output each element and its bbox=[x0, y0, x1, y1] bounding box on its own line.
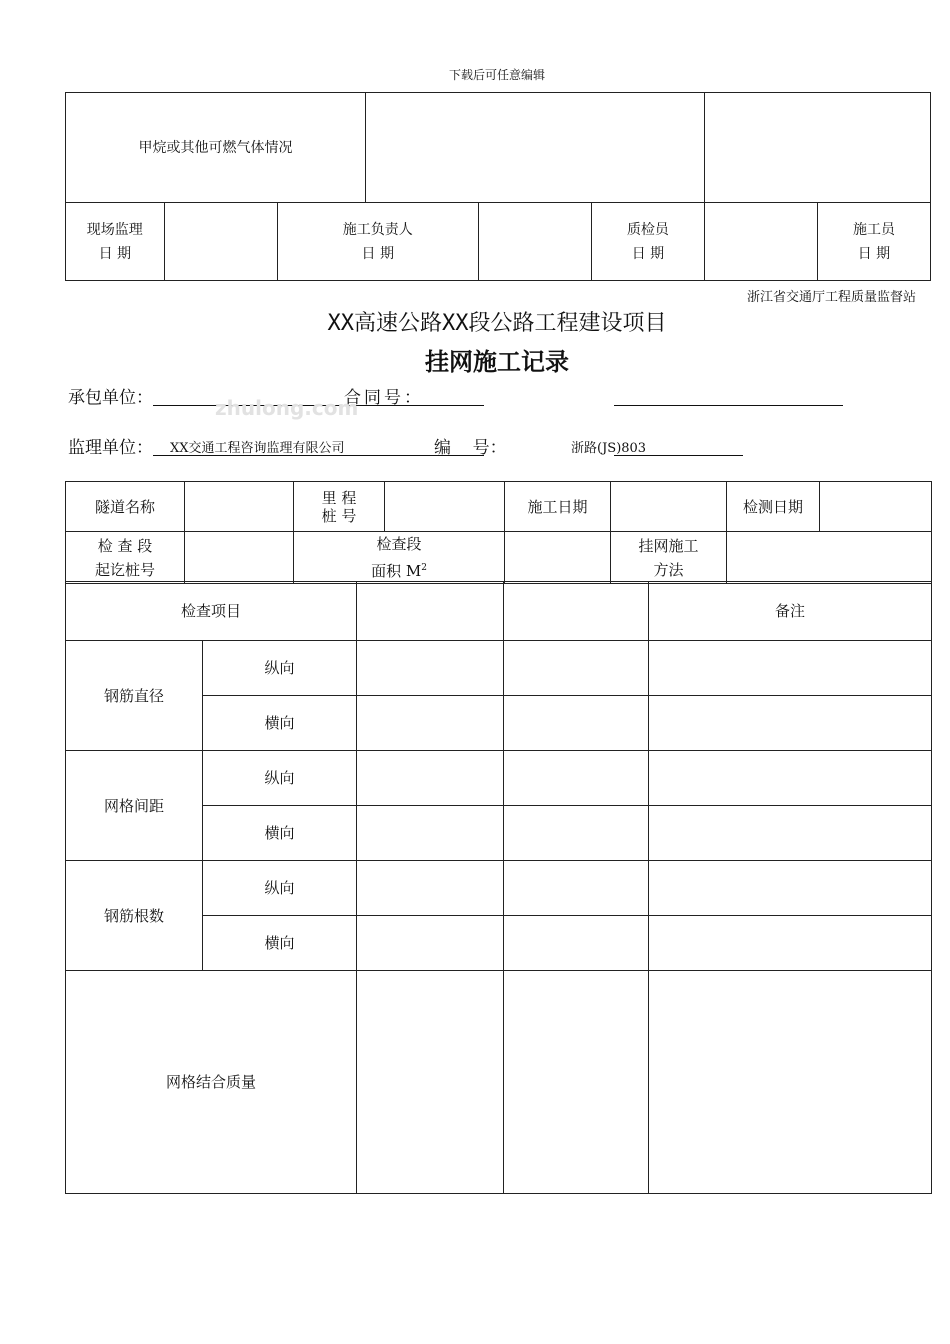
signer-supervisor: 现场监理 日 期 bbox=[66, 203, 165, 281]
cell bbox=[357, 971, 504, 1194]
cell bbox=[357, 916, 504, 971]
cell bbox=[649, 696, 932, 751]
transverse-label: 横向 bbox=[203, 916, 357, 971]
cell bbox=[649, 751, 932, 806]
check-col-2 bbox=[504, 582, 649, 641]
tunnel-name-value bbox=[185, 482, 294, 532]
gas-condition-extra bbox=[704, 93, 930, 203]
signer-supervisor-value bbox=[164, 203, 277, 281]
cell bbox=[504, 916, 649, 971]
cell bbox=[649, 971, 932, 1194]
contract-no-line bbox=[344, 405, 484, 406]
section-area-value bbox=[505, 532, 611, 584]
serial-label: 编 号： bbox=[434, 438, 507, 458]
extra-line bbox=[614, 405, 843, 406]
cell bbox=[504, 696, 649, 751]
header-note: 下载后可任意编辑 bbox=[448, 68, 545, 82]
cell bbox=[504, 641, 649, 696]
serial-value: 浙路(JS)803 bbox=[571, 441, 647, 456]
method-label: 挂网施工 方法 bbox=[611, 532, 727, 584]
contract-no-label: 合同号： bbox=[344, 388, 424, 408]
inspection-date-value bbox=[820, 482, 932, 532]
title-line1: XX高速公路XX段公路工程建设项目 bbox=[327, 311, 667, 336]
section-range-label: 检 查 段 起讫桩号 bbox=[66, 532, 185, 584]
check-col-1 bbox=[357, 582, 504, 641]
signature-table bbox=[65, 92, 931, 281]
gas-condition-value bbox=[365, 93, 704, 203]
longitudinal-label: 纵向 bbox=[203, 641, 357, 696]
cell bbox=[357, 751, 504, 806]
inspection-date-label: 检测日期 bbox=[727, 482, 820, 532]
check-item-header: 检查项目 bbox=[66, 582, 357, 641]
cell bbox=[357, 806, 504, 861]
contractor-label: 承包单位： bbox=[68, 388, 153, 408]
longitudinal-label: 纵向 bbox=[203, 751, 357, 806]
cell bbox=[649, 916, 932, 971]
cell bbox=[649, 641, 932, 696]
construction-date-value bbox=[611, 482, 727, 532]
signer-manager: 施工负责人 日 期 bbox=[277, 203, 478, 281]
rebar-diameter-label: 钢筋直径 bbox=[66, 641, 203, 751]
construction-date-label: 施工日期 bbox=[505, 482, 611, 532]
supervisor-value: XX交通工程咨询监理有限公司 bbox=[170, 441, 345, 456]
issuer: 浙江省交通厅工程质量监督站 bbox=[746, 290, 916, 305]
cell bbox=[504, 971, 649, 1194]
signer-inspector-value bbox=[704, 203, 817, 281]
signer-manager-value bbox=[478, 203, 591, 281]
mileage-value bbox=[385, 482, 505, 532]
longitudinal-label: 纵向 bbox=[203, 861, 357, 916]
signer-worker: 施工员 日 期 bbox=[817, 203, 930, 281]
cell bbox=[649, 861, 932, 916]
cell bbox=[504, 806, 649, 861]
watermark: zhulong.com bbox=[215, 396, 359, 420]
cell bbox=[357, 641, 504, 696]
cell bbox=[357, 861, 504, 916]
cell bbox=[357, 696, 504, 751]
section-range-value bbox=[185, 532, 294, 584]
method-value bbox=[727, 532, 932, 584]
supervisor-label: 监理单位： bbox=[68, 438, 153, 458]
cell bbox=[504, 751, 649, 806]
title-line2: 挂网施工记录 bbox=[425, 348, 569, 376]
grid-quality-label: 网格结合质量 bbox=[66, 971, 357, 1194]
transverse-label: 横向 bbox=[203, 696, 357, 751]
main-table bbox=[65, 481, 932, 584]
transverse-label: 横向 bbox=[203, 806, 357, 861]
check-table bbox=[65, 581, 932, 1194]
rebar-count-label: 钢筋根数 bbox=[66, 861, 203, 971]
section-area-label: 检查段 面积 $M^2$ bbox=[294, 532, 505, 584]
signer-inspector: 质检员 日 期 bbox=[591, 203, 704, 281]
grid-spacing-label: 网格间距 bbox=[66, 751, 203, 861]
cell bbox=[504, 861, 649, 916]
cell bbox=[649, 806, 932, 861]
mileage-label: 里 程 桩 号 bbox=[294, 482, 385, 532]
tunnel-name-label: 隧道名称 bbox=[66, 482, 185, 532]
remark-header: 备注 bbox=[649, 582, 932, 641]
gas-condition-label: 甲烷或其他可燃气体情况 bbox=[66, 93, 366, 203]
